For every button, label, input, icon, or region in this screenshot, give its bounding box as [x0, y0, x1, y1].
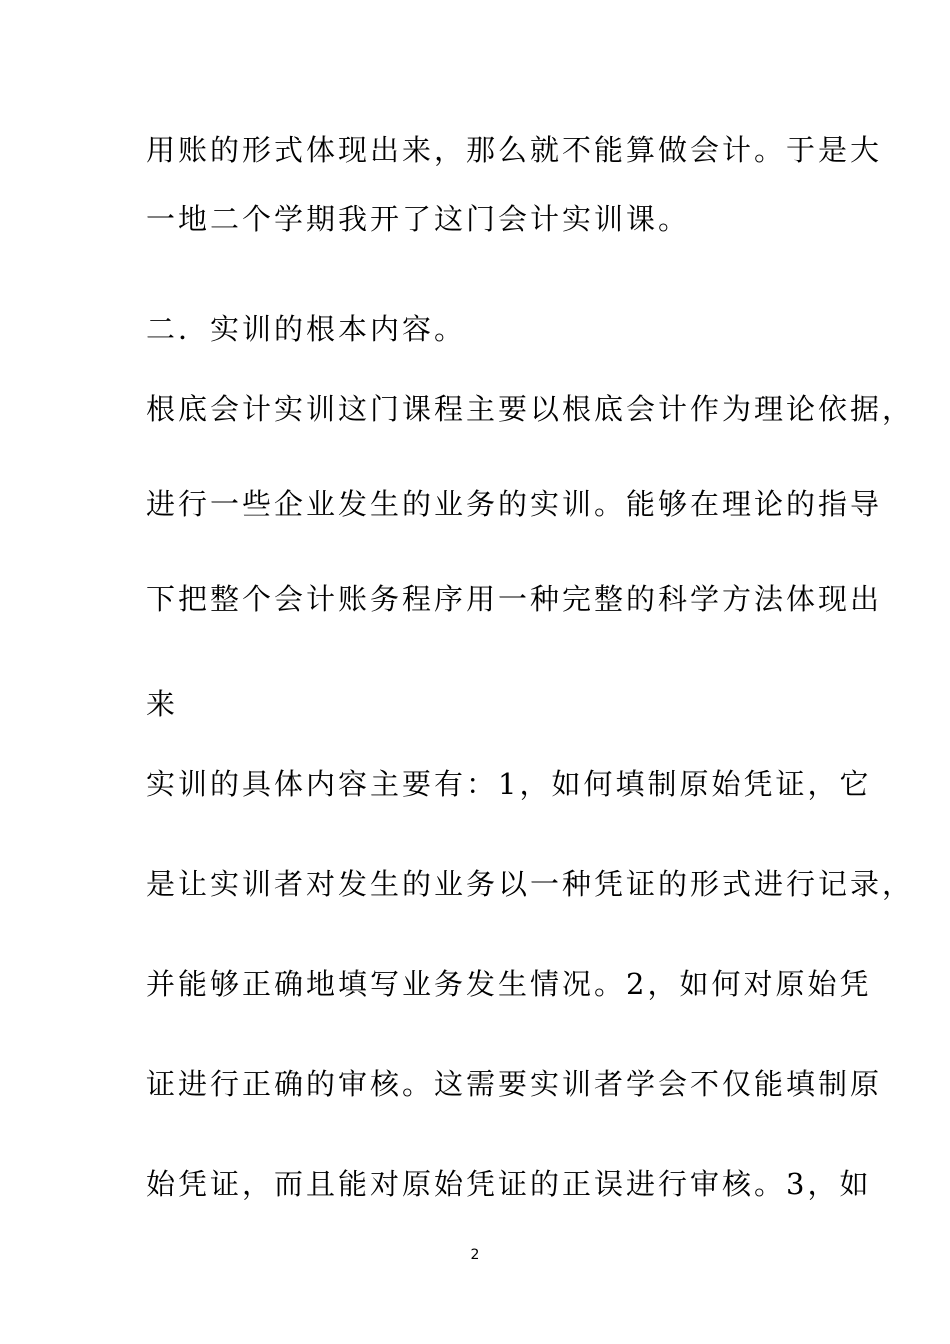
- text-line: 用账的形式体现出来，那么就不能算做会计。于是大: [146, 133, 883, 167]
- text-line: 证进行正确的审核。这需要实训者学会不仅能填制原: [146, 1067, 883, 1101]
- text-line: 并能够正确地填写业务发生情况。2，如何对原始凭: [146, 967, 872, 1001]
- text-line: 根底会计实训这门课程主要以根底会计作为理论依据，: [146, 392, 915, 426]
- text-line: 下把整个会计账务程序用一种完整的科学方法体现出: [146, 582, 883, 616]
- text-line: 进行一些企业发生的业务的实训。能够在理论的指导: [146, 487, 883, 521]
- text-line: 是让实训者对发生的业务以一种凭证的形式进行记录，: [146, 867, 915, 901]
- section-heading: 二．实训的根本内容。: [146, 312, 467, 346]
- text-line: 一地二个学期我开了这门会计实训课。: [146, 202, 691, 236]
- page-number: 2: [470, 1247, 480, 1263]
- text-line: 始凭证，而且能对原始凭证的正误进行审核。3，如: [146, 1167, 872, 1201]
- text-line: 实训的具体内容主要有：1，如何填制原始凭证，它: [146, 767, 872, 801]
- text-line: 来: [146, 687, 179, 721]
